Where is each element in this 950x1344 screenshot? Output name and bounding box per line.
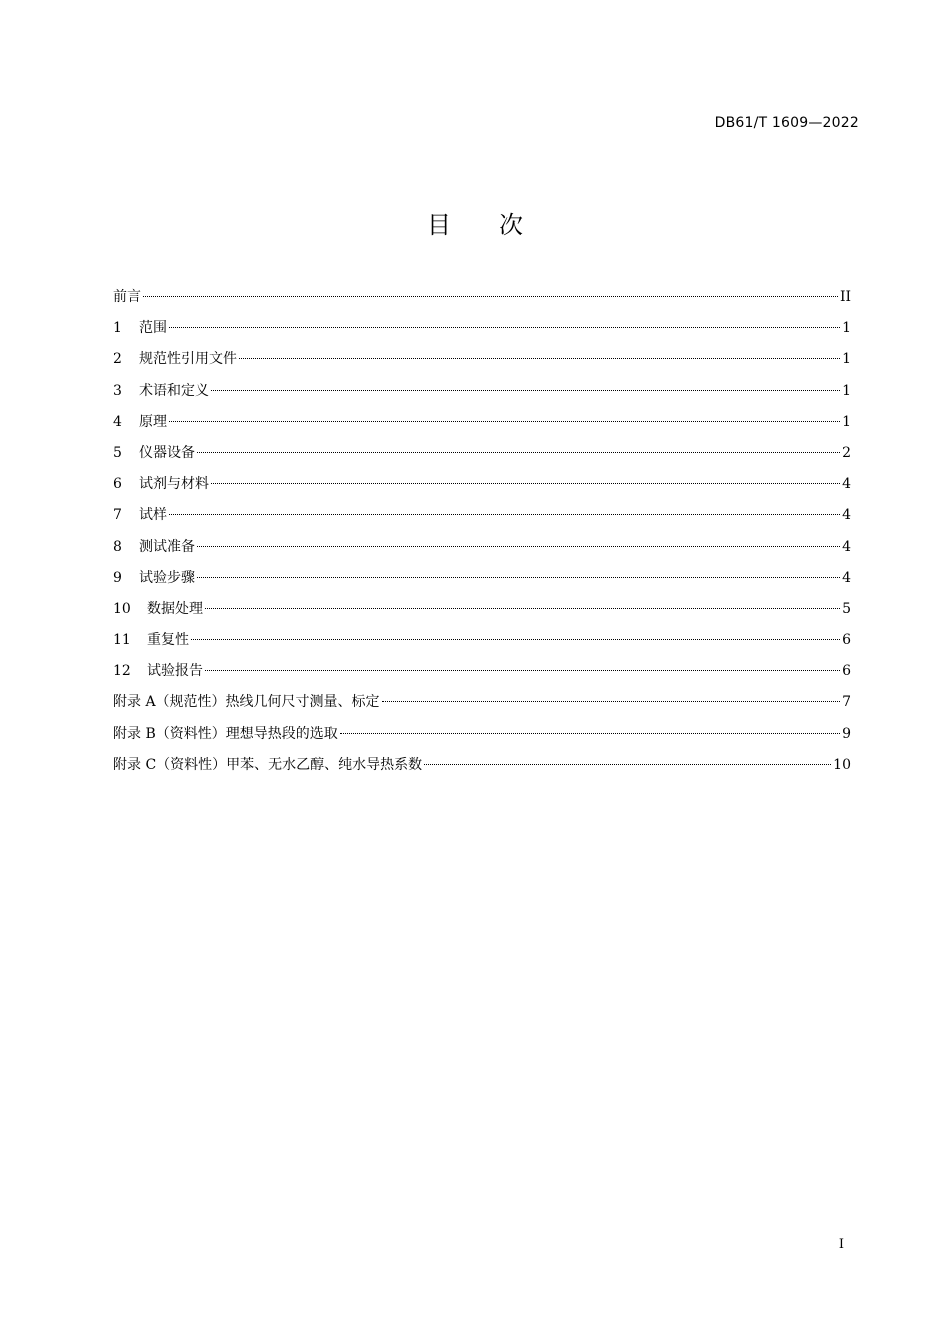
toc-entry-page: 7 bbox=[842, 694, 851, 711]
toc-entry-number: 3 bbox=[113, 382, 122, 399]
toc-entry-foreword[interactable] bbox=[113, 287, 851, 318]
toc-entry-number: 9 bbox=[113, 569, 122, 586]
toc-entry-12[interactable] bbox=[113, 661, 851, 692]
toc-entry-label: 附录 B（资料性）理想导热段的选取 bbox=[113, 725, 338, 742]
dot-leader bbox=[169, 421, 840, 422]
toc-entry-5[interactable] bbox=[113, 443, 851, 474]
toc-entry-label: 范围 bbox=[139, 320, 167, 337]
toc-entry-appendix-b[interactable] bbox=[113, 724, 851, 755]
table-of-contents bbox=[113, 287, 851, 786]
toc-entry-page: 1 bbox=[842, 382, 851, 399]
page-number: I bbox=[838, 1237, 844, 1252]
toc-entry-number: 10 bbox=[113, 600, 131, 617]
toc-entry-number: 2 bbox=[113, 351, 122, 368]
toc-entry-page: 5 bbox=[842, 600, 851, 617]
toc-entry-label: 试样 bbox=[139, 507, 167, 524]
toc-title bbox=[0, 205, 950, 240]
toc-entry-label: 试剂与材料 bbox=[139, 476, 209, 493]
dot-leader bbox=[205, 608, 840, 609]
toc-entry-10[interactable] bbox=[113, 599, 851, 630]
toc-entry-page: 6 bbox=[842, 632, 851, 649]
toc-entry-page: 2 bbox=[842, 444, 851, 461]
dot-leader bbox=[197, 452, 840, 453]
toc-entry-page: 9 bbox=[842, 725, 851, 742]
toc-entry-number: 7 bbox=[113, 507, 122, 524]
toc-entry-label: 前言 bbox=[113, 289, 141, 305]
dot-leader bbox=[424, 764, 831, 765]
toc-entry-11[interactable] bbox=[113, 630, 851, 661]
dot-leader bbox=[205, 670, 840, 671]
toc-entry-2[interactable] bbox=[113, 349, 851, 380]
toc-entry-number: 12 bbox=[113, 663, 131, 680]
toc-entry-page: 4 bbox=[842, 569, 851, 586]
toc-entry-6[interactable] bbox=[113, 474, 851, 505]
dot-leader bbox=[143, 296, 838, 297]
dot-leader bbox=[382, 701, 841, 702]
toc-entry-8[interactable] bbox=[113, 537, 851, 568]
toc-entry-label: 试验报告 bbox=[147, 663, 203, 680]
toc-entry-label: 数据处理 bbox=[147, 600, 203, 617]
toc-entry-page: II bbox=[839, 289, 851, 305]
dot-leader bbox=[191, 639, 840, 640]
toc-entry-number: 8 bbox=[113, 538, 122, 555]
toc-entry-label: 原理 bbox=[139, 413, 167, 430]
toc-entry-page: 4 bbox=[842, 538, 851, 555]
dot-leader bbox=[340, 733, 840, 734]
toc-entry-page: 4 bbox=[842, 476, 851, 493]
dot-leader bbox=[169, 327, 840, 328]
dot-leader bbox=[211, 390, 840, 391]
document-code: DB61/T 1609—2022 bbox=[714, 115, 859, 131]
toc-entry-page: 6 bbox=[842, 663, 851, 680]
toc-title-char-2: 次 bbox=[499, 211, 523, 239]
toc-entry-page: 1 bbox=[842, 351, 851, 368]
toc-entry-label: 试验步骤 bbox=[139, 569, 195, 586]
toc-entry-label: 仪器设备 bbox=[139, 444, 195, 461]
dot-leader bbox=[197, 577, 840, 578]
toc-entry-appendix-c[interactable] bbox=[113, 755, 851, 786]
dot-leader bbox=[239, 358, 840, 359]
toc-entry-9[interactable] bbox=[113, 568, 851, 599]
dot-leader bbox=[211, 483, 840, 484]
toc-entry-number: 11 bbox=[113, 632, 131, 649]
toc-entry-page: 1 bbox=[842, 320, 851, 337]
dot-leader bbox=[197, 546, 840, 547]
toc-entry-number: 5 bbox=[113, 444, 122, 461]
toc-entry-label: 规范性引用文件 bbox=[139, 351, 237, 368]
toc-entry-label: 附录 C（资料性）甲苯、无水乙醇、纯水导热系数 bbox=[113, 756, 423, 773]
toc-entry-7[interactable] bbox=[113, 505, 851, 536]
toc-entry-number: 4 bbox=[113, 413, 122, 430]
toc-title-char-1: 目 bbox=[427, 211, 451, 239]
toc-entry-label: 术语和定义 bbox=[139, 382, 209, 399]
toc-entry-page: 10 bbox=[833, 756, 851, 773]
toc-entry-label: 测试准备 bbox=[139, 538, 195, 555]
toc-entry-label: 附录 A（规范性）热线几何尺寸测量、标定 bbox=[113, 694, 380, 711]
dot-leader bbox=[169, 514, 840, 515]
toc-entry-page: 4 bbox=[842, 507, 851, 524]
toc-entry-label: 重复性 bbox=[147, 632, 189, 649]
toc-entry-number: 1 bbox=[113, 320, 122, 337]
toc-entry-4[interactable] bbox=[113, 412, 851, 443]
toc-entry-page: 1 bbox=[842, 413, 851, 430]
toc-entry-appendix-a[interactable] bbox=[113, 692, 851, 723]
toc-entry-1[interactable] bbox=[113, 318, 851, 349]
toc-entry-3[interactable] bbox=[113, 381, 851, 412]
toc-entry-number: 6 bbox=[113, 476, 122, 493]
